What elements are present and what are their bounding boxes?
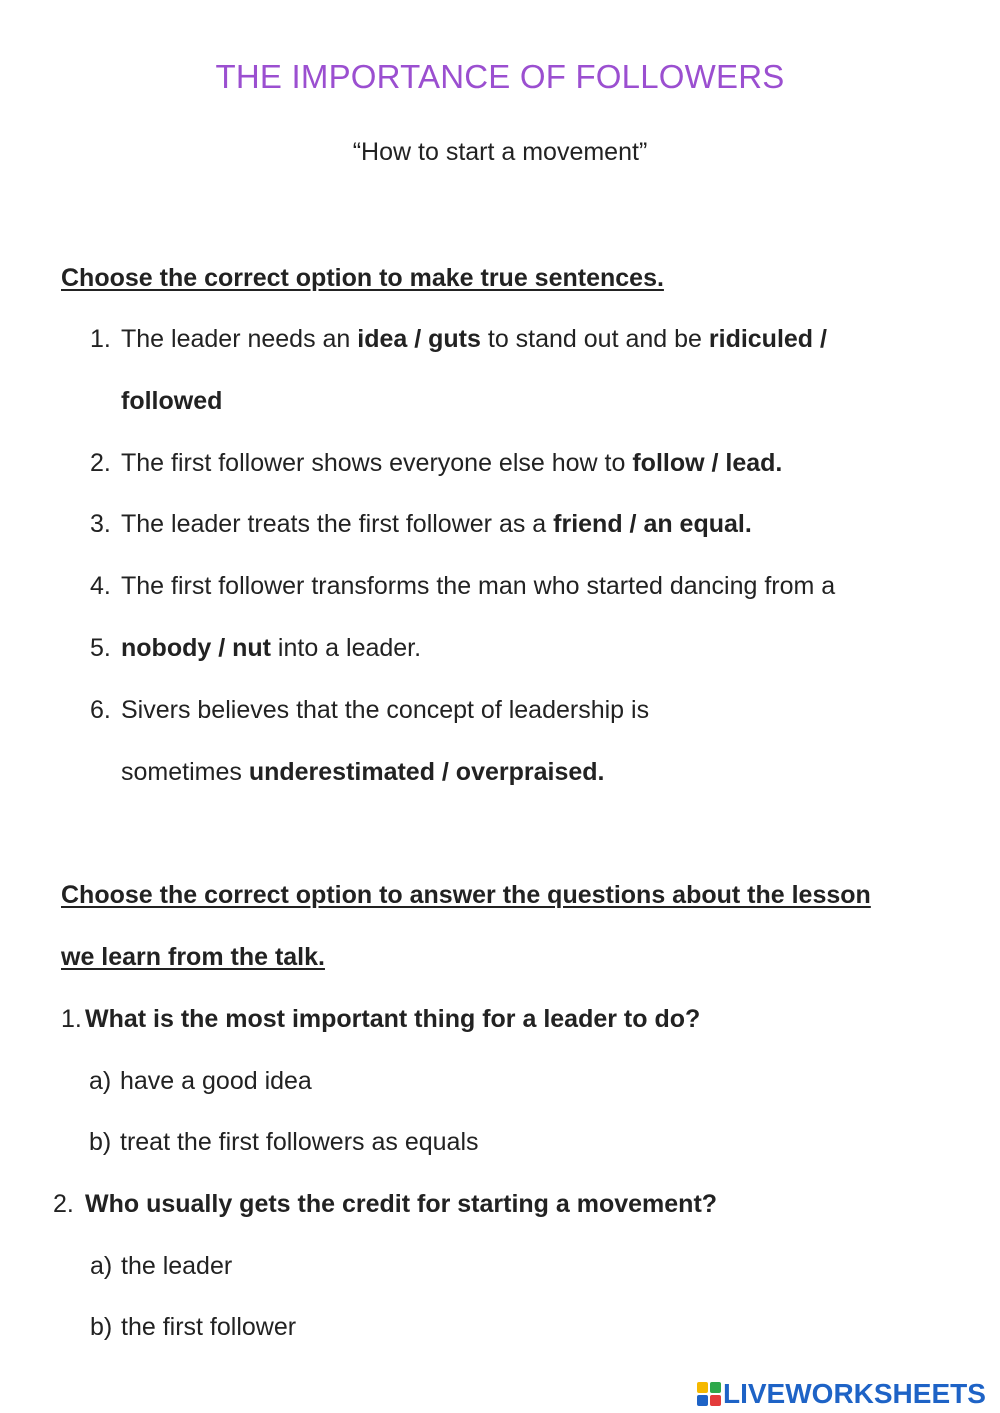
option-bold: nobody / nut (121, 634, 271, 662)
option-text: the first follower (121, 1313, 297, 1341)
item-text: Sivers believes that the concept of leadership is (121, 696, 650, 724)
option-label: b) (90, 1313, 113, 1341)
section1-heading: Choose the correct option to make true sentences. (61, 264, 664, 292)
item-number: 3. (90, 510, 111, 538)
item-text: The leader needs an (121, 325, 358, 353)
option-text: have a good idea (120, 1067, 312, 1095)
item-text: The leader treats the first follower as a (121, 510, 554, 538)
item-text: The first follower transforms the man who started dancing from a (121, 572, 836, 600)
liveworksheets-logo[interactable] (697, 1378, 986, 1410)
question-text: Who usually gets the credit for starting a movement? (85, 1190, 718, 1218)
item-number: 5. (90, 634, 111, 662)
page-title: THE IMPORTANCE OF FOLLOWERS (215, 58, 785, 95)
option-bold: follow / lead. (632, 449, 783, 477)
option-bold: underestimated / overpraised. (248, 758, 605, 786)
question-number: 2. (53, 1190, 74, 1218)
item-number: 4. (90, 572, 111, 600)
item-text: to stand out and be (480, 325, 709, 353)
option-bold: friend / an equal. (553, 510, 752, 538)
page-subtitle: “How to start a movement” (352, 138, 648, 166)
item-number: 1. (90, 325, 111, 353)
section2-heading-line2: we learn from the talk. (61, 943, 325, 971)
option-label: a) (89, 1067, 112, 1095)
option-label: b) (89, 1128, 112, 1156)
liveworksheets-logo-icon (697, 1382, 721, 1406)
option-text: treat the first followers as equals (120, 1128, 479, 1156)
option-bold: ridiculed / (708, 325, 827, 353)
item-text: sometimes (121, 758, 249, 786)
item-number: 2. (90, 449, 111, 477)
item-number: 6. (90, 696, 111, 724)
option-text: the leader (121, 1252, 233, 1280)
item-text: The first follower shows everyone else how to (121, 449, 633, 477)
option-bold: idea / guts (357, 325, 481, 353)
section2-heading-line1: Choose the correct option to answer the questions about the lesson (61, 881, 871, 909)
item-text: into a leader. (270, 634, 422, 662)
question-number: 1. (61, 1005, 82, 1033)
question-text: What is the most important thing for a leader to do? (85, 1005, 701, 1033)
logo-text: LIVEWORKSHEETS (723, 1378, 986, 1409)
option-label: a) (90, 1252, 113, 1280)
option-bold: followed (121, 387, 223, 415)
